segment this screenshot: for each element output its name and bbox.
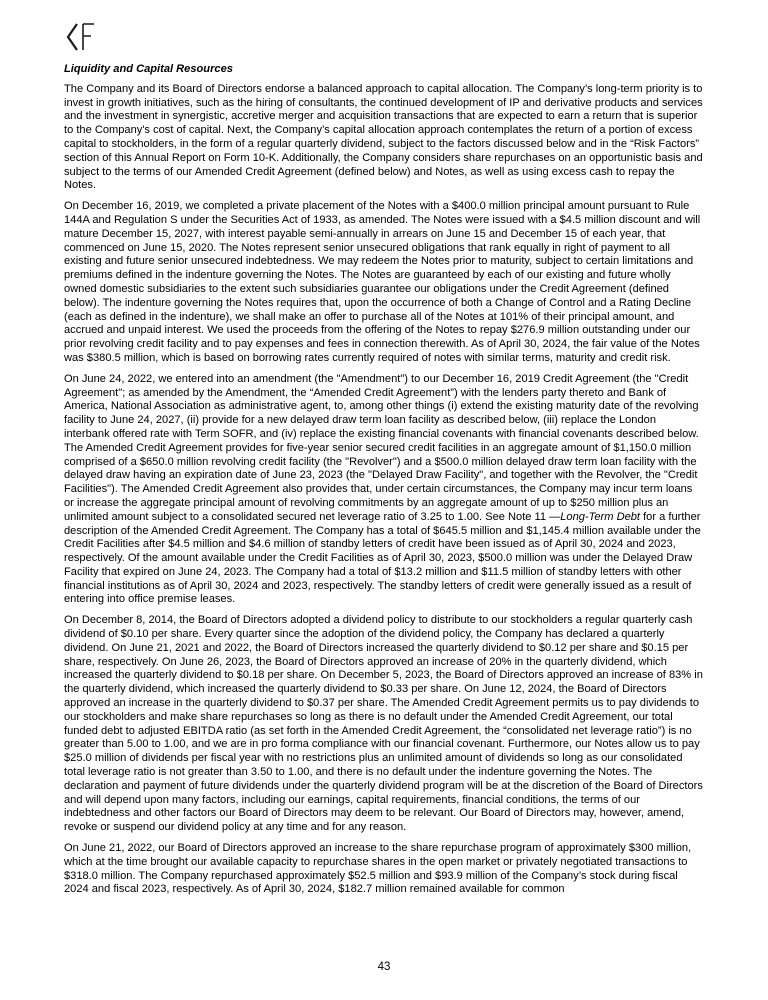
paragraph-credit-agreement: [64, 373, 704, 608]
section-heading: Liquidity and Capital Resources: [64, 63, 233, 75]
section-content: [64, 63, 704, 904]
paragraph-notes-placement: On December 16, 2019, we completed a private placement of the Notes with a $400.0 million principal amount pursuant to Rule 144A and Regulation S under the Securities Act of 1933, as amended. The Notes were issued with a $4.5 million discount and will mature December 15, 2027, with interest payable semi-annually in arrears on June 15 and December 15 of each year, that commenced on June 15, 2020. The Notes represent senior unsecured obligations that rank equally in right of payment to all existing and future senior unsecured indebtedness. We may redeem the Notes prior to maturity, subject to certain limitations and premiums defined in the indenture governing the Notes. The Notes are guaranteed by each of our existing and future wholly owned domestic subsidiaries to the extent such subsidiaries guarantee our obligations under the Credit Agreement (defined below). The indenture governing the Notes requires that, upon the occurrence of both a Change of Control and a Rating Decline (each as defined in the indenture), we shall make an offer to purchase all of the Notes at 101% of their principal amount, and accrued and unpaid interest. We used the proceeds from the offering of the Notes to repay $276.9 million outstanding under our prior revolving credit facility and to pay expenses and fees in connection therewith. As of April 30, 2024, the fair value of the Notes was $380.5 million, which is based on borrowing rates currently required of notes with similar terms, maturity and credit risk.: [64, 200, 701, 364]
credit-text-before: On June 24, 2022, we entered into an amendment (the "Amendment") to our December 16, 2019 Credit Agreement (the "Credit Agreement"; as amended by the Amendment, the “Amended Credit Agreement”) with the lenders party thereto and Bank of America, National Association as administrative agent, to, among other things (i) extend the existing maturity date of the revolving facility to June 24, 2027, (ii) provide for a new delayed draw term loan facility as described below, (iii) replace the London interbank offered rate with Term SOFR, and (iv) replace the existing financial covenants with financial covenants described below. The Amended Credit Agreement provides for five-year senior secured credit facilities in an aggregate amount of $1,150.0 million comprised of a $650.0 million revolving credit facility (the "Revolver") and a $500.0 million delayed draw term loan facility with the delayed draw having an expiration date of June 23, 2023 (the "Delayed Draw Facility", and together with the Revolver, the "Credit Facilities"). The Amended Credit Agreement also provides that, under certain circumstances, the Company may incur term loans or increase the aggregate principal amount of revolving commitments by an aggregate amount of up to $250 million plus an unlimited amount subject to a consolidated secured net leverage ratio of 3.25 to 1.00. See Note 11 —: [64, 372, 699, 523]
note-reference-link: Long-Term Debt: [560, 510, 641, 523]
paragraph-share-repurchase: On June 21, 2022, our Board of Directors approved an increase to the share repurchase program of approximately $300 million, which at the time brought our available capacity to repurchase shares in the open market or privately negotiated transactions to $318.0 million. The Company repurchased approximately $52.5 million and $93.9 million of the Company’s stock during fiscal 2024 and fiscal 2023, respectively. As of April 30, 2024, $182.7 million remained available for common: [64, 842, 692, 896]
paragraph-capital-allocation: The Company and its Board of Directors endorse a balanced approach to capital allocation. The Company’s long-term priority is to invest in growth initiatives, such as the hiring of consultants, the continued development of IP and derivative products and services and the investment in synergistic, accretive merger and acquisition transactions that are expected to earn a return that is superior to the Company's cost of capital. Next, the Company’s capital allocation approach contemplates the return of a portion of excess capital to stockholders, in the form of a regular quarterly dividend, subject to the factors discussed below and in the “Risk Factors” section of this Annual Report on Form 10-K. Additionally, the Company considers share repurchases on an opportunistic basis and subject to the terms of our Amended Credit Agreement (defined below) and Notes, as well as using excess cash to repay the Notes.: [64, 82, 703, 192]
kf-logo-icon: [64, 20, 98, 54]
paragraph-dividend-policy: On December 8, 2014, the Board of Directors adopted a dividend policy to distribute to our stockholders a regular quarterly cash dividend of $0.10 per share. Every quarter since the adoption of the dividend policy, the Company has declared a quarterly dividend. On June 21, 2021 and 2022, the Board of Directors increased the quarterly dividend to $0.12 per share and $0.15 per share, respectively. On June 26, 2023, the Board of Directors approved an increase of 20% in the quarterly dividend, which increased the quarterly dividend to $0.18 per share. On December 5, 2023, the Board of Directors approved an increase of 83% in the quarterly dividend, which increased the quarterly dividend to $0.33 per share. On June 12, 2024, the Board of Directors approved an increase in the quarterly dividend to $0.37 per share. The Amended Credit Agreement permits us to pay dividends to our stockholders and make share repurchases so long as there is no default under the Amended Credit Agreement, our total funded debt to adjusted EBITDA ratio (as set forth in the Amended Credit Agreement, the “consolidated net leverage ratio”) is no greater than 5.00 to 1.00, and we are in pro forma compliance with our financial covenant. Furthermore, our Notes allow us to pay $25.0 million of dividends per fiscal year with no restrictions plus an unlimited amount of dividends so long as our consolidated total leverage ratio is not greater than 3.50 to 1.00, and there is no default under the indenture governing the Notes. The declaration and payment of future dividends under the quarterly dividend program will be at the discretion of the Board of Directors and will depend upon many factors, including our earnings, capital requirements, financial conditions, the terms of our indebtedness and other factors our Board of Directors may deem to be relevant. Our Board of Directors may, however, amend, revoke or suspend our dividend policy at any time and for any reason.: [64, 614, 703, 834]
credit-text-after: for a further description of the Amended Credit Agreement. The Company has a total of $645.5 million and $1,145.4 million available under the Credit Facilities after $4.5 million and $4.6 million of standby letters of credit have been issued as of April 30, 2024 and 2023, respectively. Of the amount available under the Credit Facilities as of April 30, 2023, $500.0 million was under the Delayed Draw Facility that expired on June 24, 2023. The Company had a total of $13.2 million and $11.5 million of standby letters with other financial institutions as of April 30, 2024 and 2023, respectively. The standby letters of credit were generally issued as a result of entering into office premise leases.: [64, 510, 701, 606]
page-number: 43: [377, 961, 391, 973]
